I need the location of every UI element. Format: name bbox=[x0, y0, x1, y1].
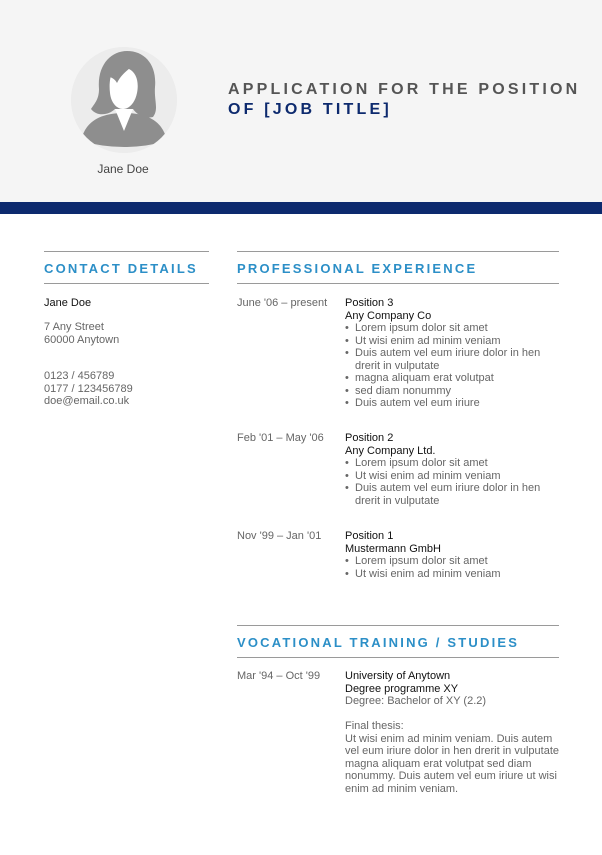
experience-bullets bbox=[345, 322, 560, 410]
experience-rule-top bbox=[237, 251, 559, 252]
experience-rule-bottom bbox=[237, 283, 559, 284]
experience-entry bbox=[345, 297, 560, 410]
contact-phones bbox=[44, 370, 133, 408]
experience-entry bbox=[345, 530, 560, 580]
education-heading: VOCATIONAL TRAINING / STUDIES bbox=[237, 635, 520, 650]
education-degree: Degree: Bachelor of XY (2.2) bbox=[345, 695, 487, 707]
contact-phone-2: 0177 / 123456789 bbox=[44, 382, 133, 395]
experience-date: June '06 – present bbox=[237, 297, 328, 309]
experience-company: Any Company Ltd. bbox=[345, 444, 436, 457]
education-entry bbox=[345, 670, 560, 795]
experience-company: Mustermann GmbH bbox=[345, 542, 441, 555]
spacer bbox=[345, 708, 560, 721]
list-item: • Ut wisi enim ad minim veniam bbox=[345, 470, 560, 483]
contact-street: 7 Any Street bbox=[44, 321, 104, 333]
experience-position: Position 3 bbox=[345, 297, 394, 309]
contact-heading: CONTACT DETAILS bbox=[44, 261, 198, 276]
experience-entry bbox=[345, 432, 560, 507]
contact-rule-bottom bbox=[44, 283, 209, 284]
header-accent-bar bbox=[0, 202, 602, 214]
education-thesis-text: Ut wisi enim ad minim veniam. Duis autem vel eum iriure dolor in hen drerit in vulputate magna aliquam erat volutpat sed diam nonummy. Duis autem vel eum iriure ut wisi enim ad minim veniam. bbox=[345, 732, 560, 795]
contact-phone-1: 0123 / 456789 bbox=[44, 370, 115, 382]
contact-city: 60000 Anytown bbox=[44, 333, 120, 346]
contact-rule-top bbox=[44, 251, 209, 252]
contact-email[interactable]: doe@email.co.uk bbox=[44, 395, 130, 407]
avatar bbox=[71, 47, 177, 153]
contact-name: Jane Doe bbox=[44, 297, 92, 309]
education-programme: Degree programme XY bbox=[345, 682, 459, 695]
experience-position: Position 2 bbox=[345, 432, 394, 444]
list-item: • Lorem ipsum dolor sit amet bbox=[345, 457, 560, 470]
experience-date: Nov '99 – Jan '01 bbox=[237, 530, 322, 542]
education-rule-bottom bbox=[237, 657, 559, 658]
list-item: • Duis autem vel eum iriure dolor in hen drerit in vulputate bbox=[345, 347, 560, 372]
header-name: Jane Doe bbox=[97, 162, 149, 176]
experience-position: Position 1 bbox=[345, 530, 394, 542]
list-item: • Ut wisi enim ad minim veniam bbox=[345, 335, 560, 348]
page-title-line2: OF [JOB TITLE] bbox=[228, 101, 392, 118]
experience-bullets bbox=[345, 457, 560, 507]
list-item: • sed diam nonummy bbox=[345, 385, 560, 398]
experience-company: Any Company Co bbox=[345, 309, 432, 322]
person-silhouette-icon bbox=[71, 47, 177, 153]
list-item: • magna aliquam erat volutpat bbox=[345, 372, 560, 385]
experience-bullets bbox=[345, 555, 560, 580]
list-item: • Lorem ipsum dolor sit amet bbox=[345, 322, 560, 335]
list-item: • Ut wisi enim ad minim veniam bbox=[345, 568, 560, 581]
page-title-line1: APPLICATION FOR THE POSITION bbox=[228, 81, 581, 98]
education-institution: University of Anytown bbox=[345, 670, 451, 682]
list-item: • Duis autem vel eum iriure dolor in hen drerit in vulputate bbox=[345, 482, 560, 507]
experience-date: Feb '01 – May '06 bbox=[237, 432, 324, 444]
list-item: • Duis autem vel eum iriure bbox=[345, 397, 560, 410]
education-rule-top bbox=[237, 625, 559, 626]
list-item: • Lorem ipsum dolor sit amet bbox=[345, 555, 560, 568]
contact-address bbox=[44, 321, 119, 346]
experience-heading: PROFESSIONAL EXPERIENCE bbox=[237, 261, 478, 276]
education-date: Mar '94 – Oct '99 bbox=[237, 670, 321, 682]
education-thesis-label: Final thesis: bbox=[345, 720, 404, 732]
